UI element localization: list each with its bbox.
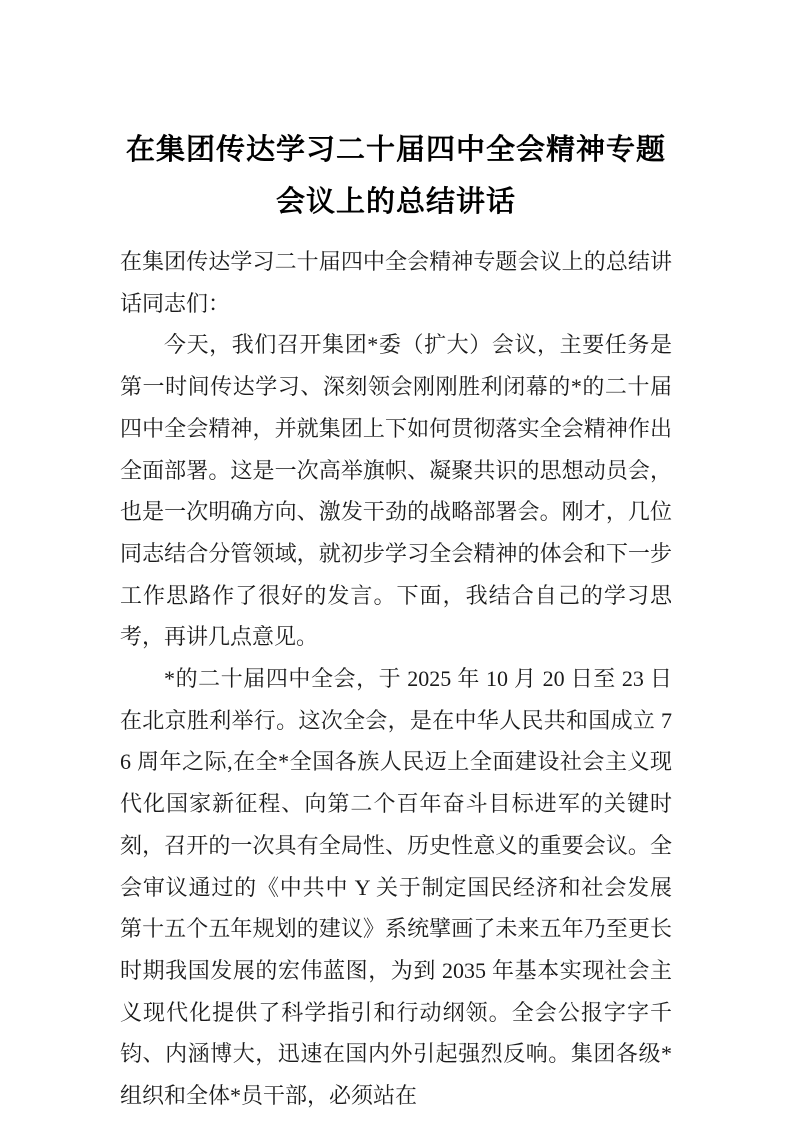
paragraph-plenary-overview: *的二十届四中全会，于 2025 年 10 月 20 日至 23 日在北京胜利举行。这次全会，是在中华人民共和国成立 76 周年之际,在全*全国各族人民迈上全面建设社会主义现代化国家新征程、向第二个百年奋斗目标进军的关键时刻，召开的一次具有全局性、历史性意义的重要会议。全会审议通过的《中共中 Y 关于制定国民经济和社会发展第十五个五年规划的建议》系统擘画了未来五年乃至更长时期我国发展的宏伟蓝图，为到 2035 年基本实现社会主义现代化提供了科学指引和行动纲领。全会公报字字千钧、内涵博大，迅速在国内外引起强烈反响。集团各级*组织和全体*员干部，必须站在: [120, 666, 672, 1109]
document-title-line-1: 在集团传达学习二十届四中全会精神专题: [125, 134, 666, 166]
document-body: [120, 241, 672, 1117]
document-title: [120, 124, 672, 228]
document-title-line-2: 会议上的总结讲话: [275, 186, 516, 218]
paragraph-salutation: 在集团传达学习二十届四中全会精神专题会议上的总结讲话同志们：: [120, 249, 672, 316]
paragraph-meeting-opening: 今天，我们召开集团*委（扩大）会议，主要任务是第一时间传达学习、深刻领会刚刚胜利闭幕的*的二十届四中全会精神，并就集团上下如何贯彻落实全会精神作出全面部署。这是一次高举旗帜、凝聚共识的思想动员会，也是一次明确方向、激发干劲的战略部署会。刚才，几位同志结合分管领域，就初步学习全会精神的体会和下一步工作思路作了很好的发言。下面，我结合自己的学习思考，再讲几点意见。: [120, 332, 672, 650]
